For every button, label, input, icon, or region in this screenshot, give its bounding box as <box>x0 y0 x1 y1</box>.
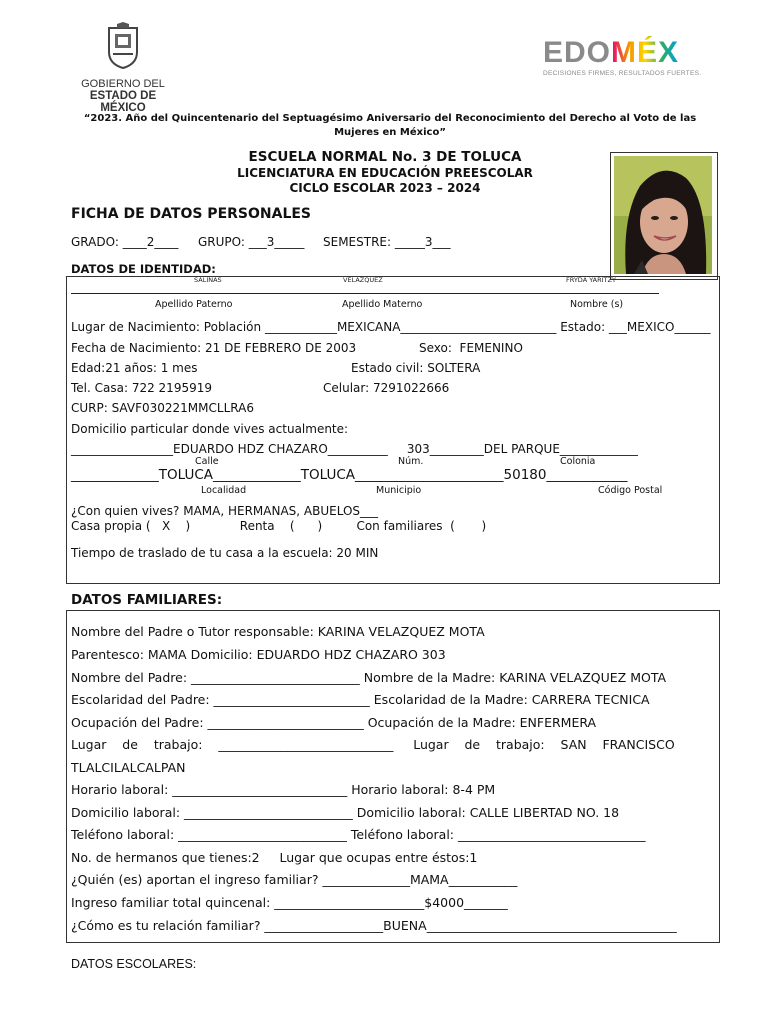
family-row-horario: Horario laboral: ____________________________ Horario laboral: 8-4 PM <box>71 782 496 797</box>
grado-field: GRADO: ____2____ <box>71 235 179 249</box>
handwritten-materno: VELAZQUEZ <box>343 276 383 284</box>
localidad-line: _____________TOLUCA_____________TOLUCA______________________50180____________ <box>71 467 628 483</box>
family-row-responsable: Nombre del Padre o Tutor responsable: KARINA VELAZQUEZ MOTA <box>71 624 485 639</box>
gov-line1: GOBIERNO DEL <box>81 78 165 90</box>
brand-slogan: DECISIONES FIRMES, RESULTADOS FUERTES. <box>543 70 702 77</box>
family-row-ingreso-quien: ¿Quién (es) aportan el ingreso familiar? ______________MAMA___________ <box>71 872 518 887</box>
label-calle: Calle <box>195 456 219 467</box>
label-paterno: Apellido Paterno <box>155 299 233 310</box>
school-name: ESCUELA NORMAL No. 3 DE TOLUCA <box>248 149 522 165</box>
handwritten-paterno: SALINAS <box>194 276 222 284</box>
sexo: Sexo: FEMENINO <box>419 341 523 355</box>
motto-line1: “2023. Año del Quincentenario del Septuagésimo Aniversario del Reconocimiento del Derecho al Voto de las <box>83 113 697 124</box>
school-cycle: CICLO ESCOLAR 2023 – 2024 <box>289 181 481 195</box>
school-data-title: DATOS ESCOLARES: <box>71 957 197 971</box>
label-nombre: Nombre (s) <box>570 299 624 310</box>
family-row-parentesco: Parentesco: MAMA Domicilio: EDUARDO HDZ CHAZARO 303 <box>71 647 446 662</box>
coat-of-arms-icon <box>101 22 145 70</box>
tiempo-traslado: Tiempo de traslado de tu casa a la escuela: 20 MIN <box>71 546 379 560</box>
handwritten-nombre: FRYDA YARITZY <box>566 276 616 284</box>
edad: Edad:21 años: 1 mes <box>71 361 198 375</box>
estado-civil: Estado civil: SOLTERA <box>351 361 481 375</box>
label-municipio: Municipio <box>376 485 422 496</box>
brand-edo: EDO <box>543 36 612 69</box>
label-num: Núm. <box>398 456 424 467</box>
label-cp: Código Postal <box>598 485 663 496</box>
family-row-lugar-trabajo: Lugar de trabajo: ____________________________ Lugar de trabajo: SAN FRANCISCO <box>71 737 675 752</box>
edomex-logo <box>543 38 723 84</box>
family-row-hermanos: No. de hermanos que tienes:2 Lugar que ocupas entre éstos:1 <box>71 850 478 865</box>
family-row-telefono-laboral: Teléfono laboral: ___________________________ Teléfono laboral: ______________________________ <box>71 827 646 842</box>
tel-casa: Tel. Casa: 722 2195919 <box>71 381 212 395</box>
tipo-casa: Casa propia ( X ) Renta ( ) Con familiares ( ) <box>71 519 487 533</box>
family-row-relacion: ¿Cómo es tu relación familiar? ___________________BUENA________________________________________ <box>71 918 677 933</box>
brand-mex: MÉX <box>611 36 680 69</box>
family-row-ocupacion: Ocupación del Padre: _________________________ Ocupación de la Madre: ENFERMERA <box>71 715 597 730</box>
family-row-nombres: Nombre del Padre: ___________________________ Nombre de la Madre: KARINA VELAZQUEZ MOTA <box>71 670 667 685</box>
con-quien-vives: ¿Con quien vives? MAMA, HERMANAS, ABUELOS___ <box>71 504 379 518</box>
fecha-nacimiento: Fecha de Nacimiento: 21 DE FEBRERO DE 2003 <box>71 341 357 355</box>
name-underline <box>71 293 659 294</box>
portrait-image <box>614 156 712 274</box>
curp: CURP: SAVF030221MMCLLRA6 <box>71 401 254 415</box>
family-row-escolaridad: Escolaridad del Padre: _________________________ Escolaridad de la Madre: CARRERA TECNICA <box>71 692 650 707</box>
identity-title: DATOS DE IDENTIDAD: <box>71 262 216 276</box>
gov-line2: ESTADO DE MÉXICO <box>89 90 157 114</box>
family-row-ingreso-total: Ingreso familiar total quincenal: ________________________$4000_______ <box>71 895 508 910</box>
grupo-field: GRUPO: ___3_____ <box>198 235 305 249</box>
semestre-field: SEMESTRE: _____3___ <box>323 235 451 249</box>
domicilio-line: _________________EDUARDO HDZ CHAZARO__________ 303_________DEL PARQUE_____________ <box>71 442 638 456</box>
celular: Celular: 7291022666 <box>323 381 450 395</box>
domicilio-label: Domicilio particular donde vives actualmente: <box>71 422 349 436</box>
school-degree: LICENCIATURA EN EDUCACIÓN PREESCOLAR <box>237 166 533 180</box>
label-localidad: Localidad <box>201 485 247 496</box>
motto <box>70 112 710 140</box>
label-materno: Apellido Materno <box>342 299 423 310</box>
label-colonia: Colonia <box>560 456 596 467</box>
motto-line2: Mujeres en México” <box>334 127 446 138</box>
family-row-domicilio-laboral: Domicilio laboral: ___________________________ Domicilio laboral: CALLE LIBERTAD NO. 18 <box>71 805 620 820</box>
gobierno-logo <box>66 22 180 114</box>
form-title: FICHA DE DATOS PERSONALES <box>71 206 312 222</box>
family-title: DATOS FAMILIARES: <box>71 592 223 608</box>
student-photo <box>610 152 718 280</box>
lugar-nacimiento: Lugar de Nacimiento: Población ____________MEXICANA__________________________ Estado: ___MEXICO______ <box>71 320 711 334</box>
family-row-lugar-trabajo-cont: TLALCILALCALPAN <box>71 760 186 775</box>
